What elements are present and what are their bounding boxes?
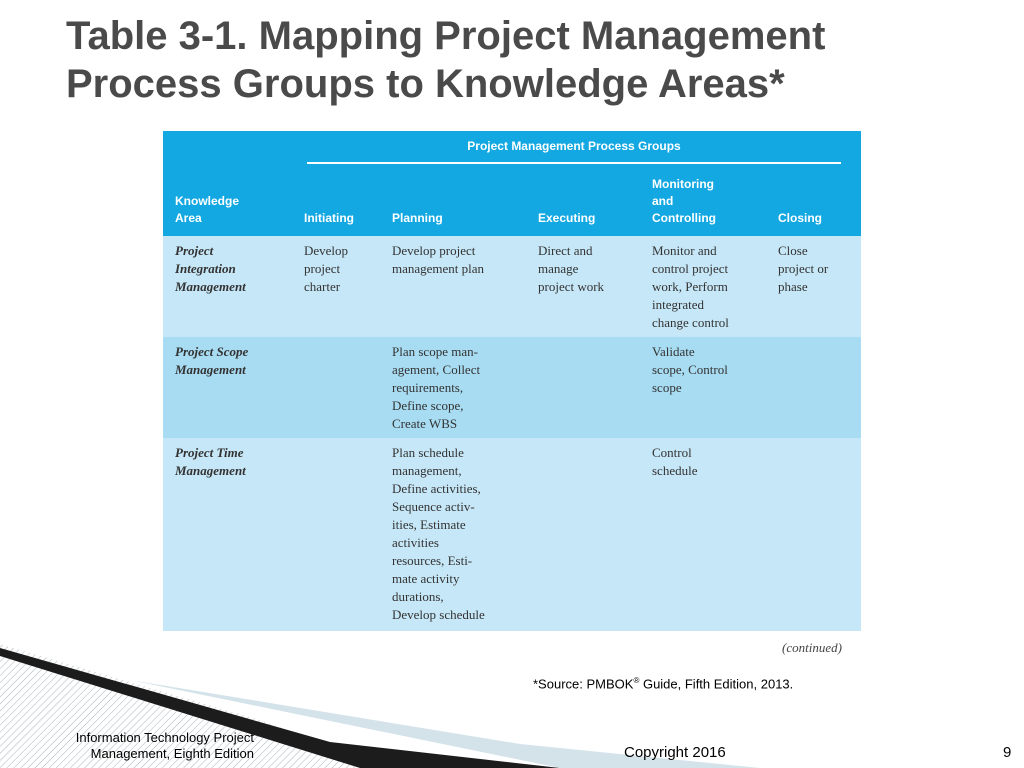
cell-planning: Plan schedule management, Define activities, Sequence activ- ities, Estimate activities resources, Esti- mate activity durations, Develop schedule: [392, 445, 485, 622]
source-prefix: *Source: PMBOK: [533, 676, 634, 692]
mapping-table: [163, 131, 861, 631]
cell-knowledge-area: Project Integration Management: [175, 243, 246, 294]
footer-book-title: Information Technology Project Management, Eighth Edition: [75, 730, 254, 761]
table-header: [163, 131, 861, 236]
continued-note: (continued): [782, 640, 842, 655]
cell-knowledge-area: Project Time Management: [175, 445, 246, 478]
cell-monitoring: Validate scope, Control scope: [652, 344, 728, 395]
cell-executing: Direct and manage project work: [538, 243, 605, 294]
col-header-planning: Planning: [392, 211, 443, 225]
table-row: [163, 236, 861, 337]
cell-planning: Plan scope man- agement, Collect requirements, Define scope, Create WBS: [392, 344, 481, 431]
cell-planning: Develop project management plan: [392, 243, 485, 276]
cell-knowledge-area: Project Scope Management: [175, 344, 249, 377]
cell-monitoring: Monitor and control project work, Perform integrated change control: [652, 243, 729, 330]
page-number: 9: [1003, 744, 1012, 761]
table-row: [163, 337, 861, 438]
col-header-closing: Closing: [778, 211, 822, 225]
cell-initiating: Develop project charter: [304, 243, 349, 294]
slide-title: Table 3-1. Mapping Project Management Process Groups to Knowledge Areas*: [66, 14, 826, 106]
cell-monitoring: Control schedule: [652, 445, 698, 478]
header-rule: [307, 162, 841, 164]
col-header-initiating: Initiating: [304, 211, 354, 225]
cell-closing: Close project or phase: [778, 243, 829, 294]
col-header-monitoring: Monitoring and Controlling: [652, 177, 716, 225]
process-groups-header: Project Management Process Groups: [467, 139, 681, 153]
col-header-executing: Executing: [538, 211, 596, 225]
registered-mark: ®: [633, 676, 640, 685]
table-row: [163, 438, 861, 631]
col-header-knowledge-area: Knowledge Area: [175, 194, 240, 225]
footer-copyright: Copyright 2016: [624, 744, 726, 761]
source-suffix: Guide, Fifth Edition, 2013.: [639, 676, 794, 692]
